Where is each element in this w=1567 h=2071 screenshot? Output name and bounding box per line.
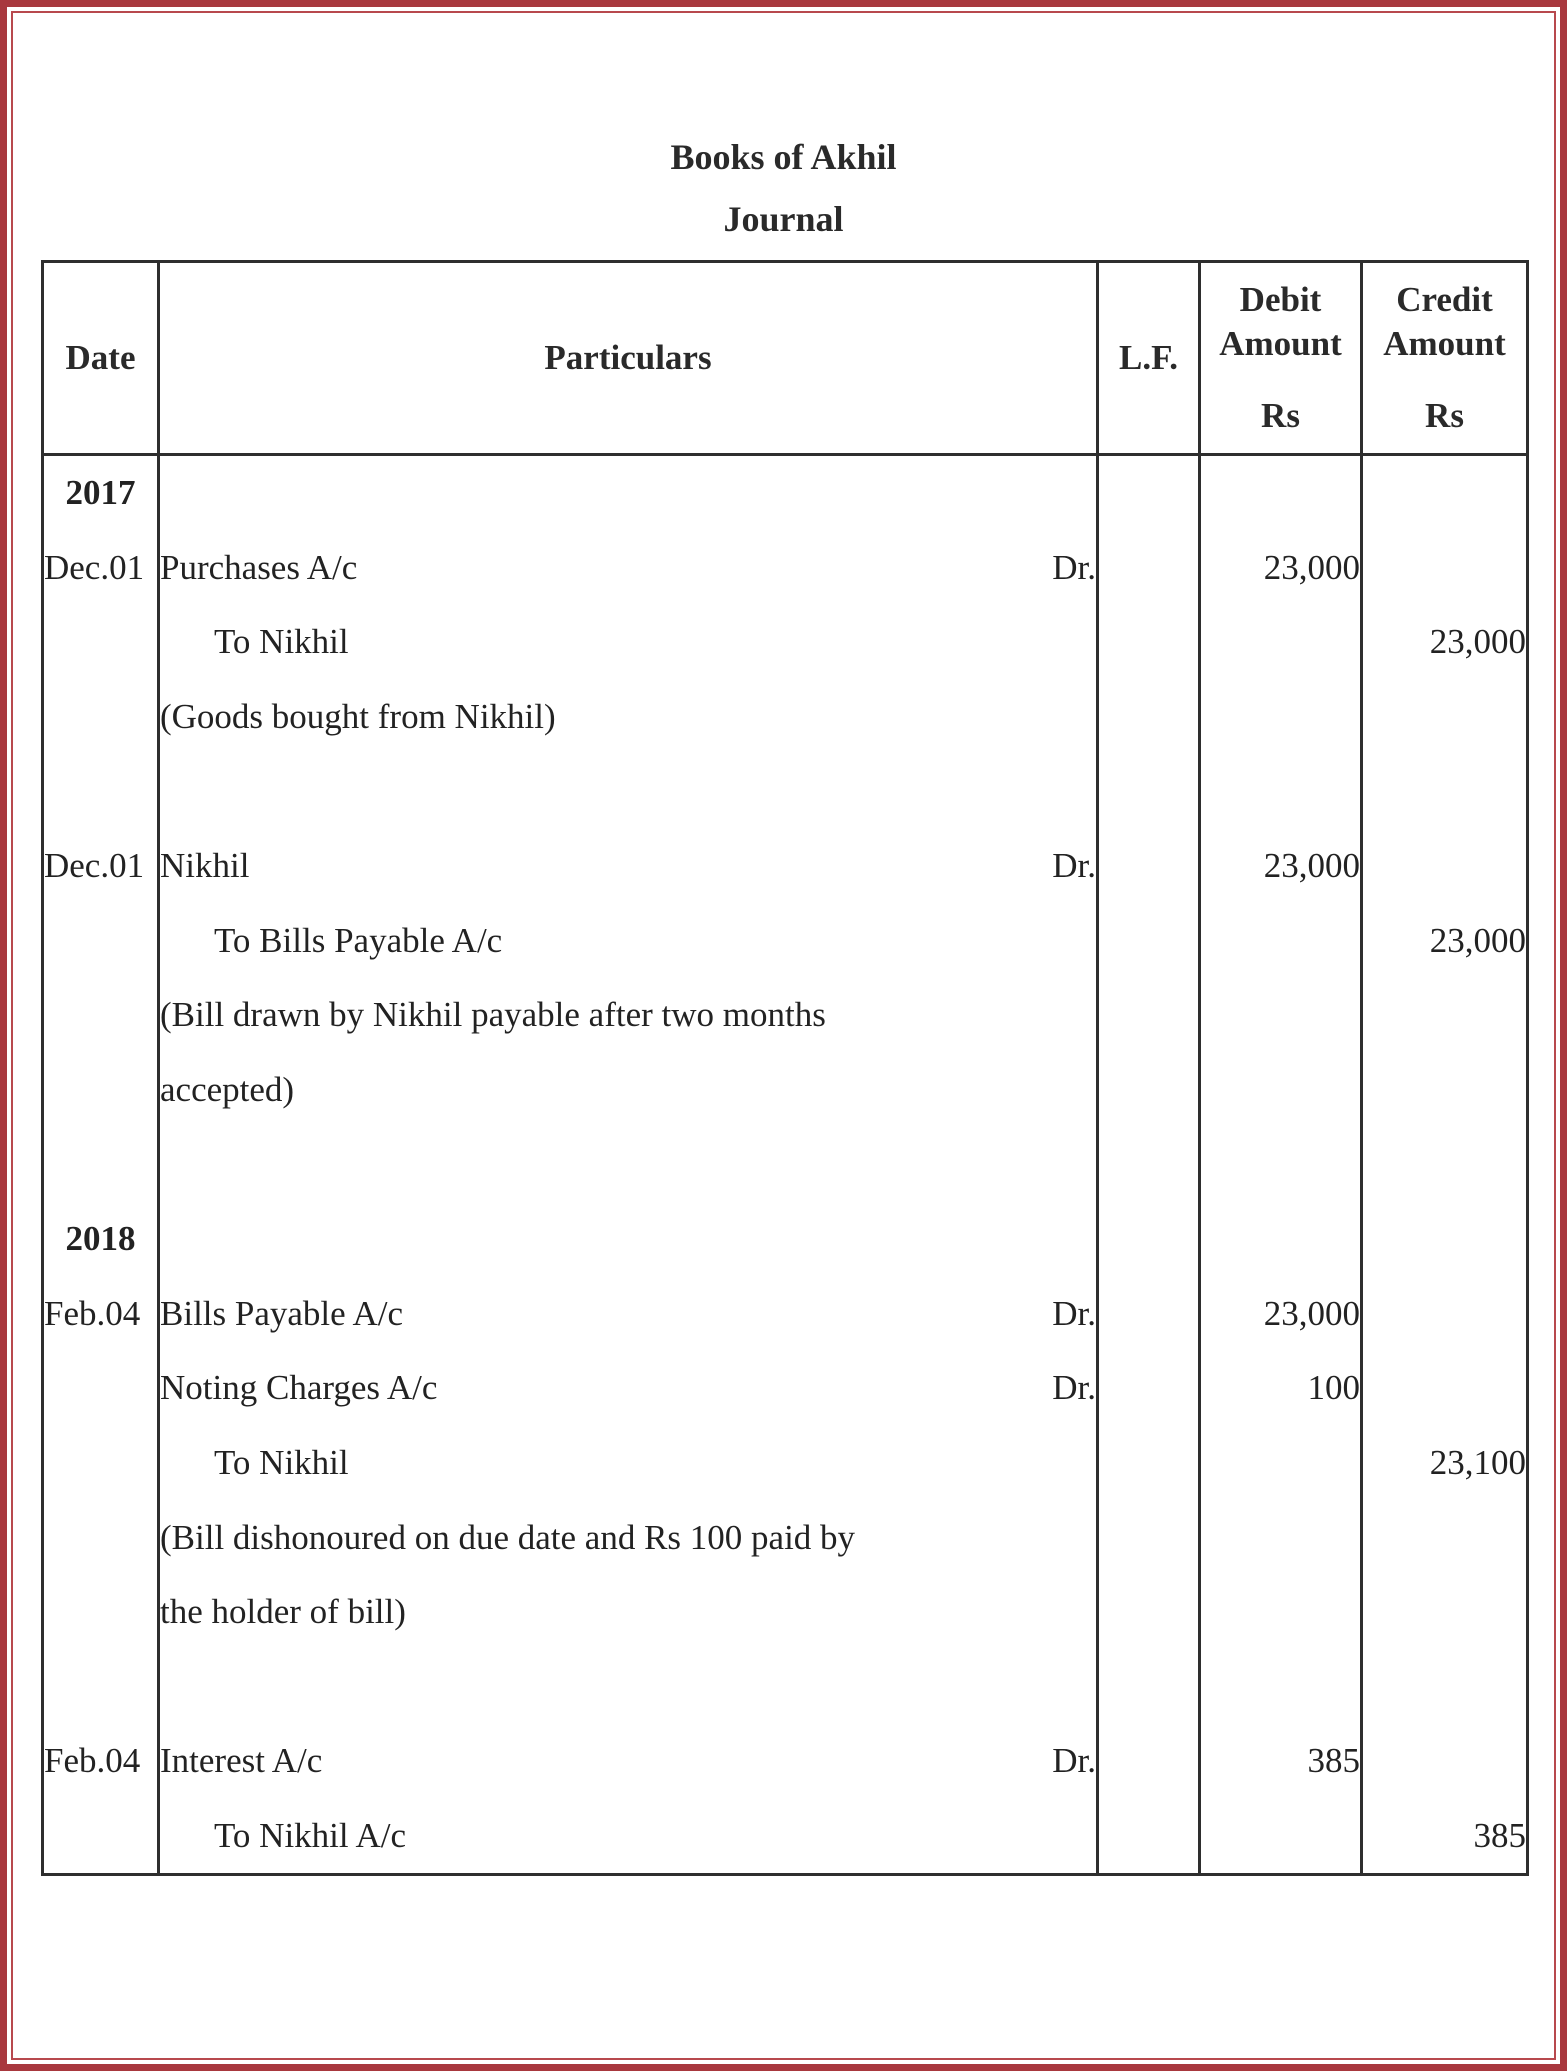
- lf-cell: [1098, 1799, 1200, 1875]
- table-row: [43, 455, 1528, 531]
- particulars-text: Noting Charges A/c: [160, 1368, 438, 1408]
- particulars-text: (Goods bought from Nikhil): [160, 697, 556, 737]
- debit-amount-cell: [1200, 1799, 1362, 1875]
- credit-amount-cell: 23,000: [1362, 605, 1528, 680]
- lf-cell: [1098, 1500, 1200, 1575]
- particulars-text: Purchases A/c: [160, 547, 358, 587]
- particulars-cell: [159, 1127, 1098, 1202]
- credit-amount-cell: [1362, 754, 1528, 829]
- column-header-date: Date: [43, 262, 159, 455]
- table-row: [43, 1724, 1528, 1799]
- particulars-text: To Nikhil: [214, 1443, 349, 1483]
- table-row: [43, 904, 1528, 979]
- column-header-credit: Credit Amount Rs: [1362, 262, 1528, 455]
- lf-cell: [1098, 1127, 1200, 1202]
- credit-amount-cell: [1362, 680, 1528, 755]
- date-cell: [43, 1426, 159, 1501]
- journal-subtitle: Journal: [723, 199, 844, 239]
- table-row: [43, 680, 1528, 755]
- particulars-text: To Nikhil: [214, 622, 349, 662]
- column-header-debit: Debit Amount Rs: [1200, 262, 1362, 455]
- debit-amount-cell: 23,000: [1200, 829, 1362, 904]
- credit-amount-cell: [1362, 455, 1528, 531]
- table-row: [43, 1500, 1528, 1575]
- table-row: [43, 1799, 1528, 1875]
- debit-marker: Dr.: [1052, 1741, 1096, 1781]
- particulars-cell: [159, 829, 1098, 904]
- debit-amount-cell: [1200, 1575, 1362, 1650]
- lf-cell: [1098, 754, 1200, 829]
- debit-amount-cell: [1200, 455, 1362, 531]
- date-cell: [43, 904, 159, 979]
- credit-amount-cell: [1362, 1724, 1528, 1799]
- debit-amount-cell: [1200, 605, 1362, 680]
- table-row: [43, 978, 1528, 1053]
- credit-amount-cell: [1362, 1277, 1528, 1352]
- debit-marker: Dr.: [1052, 1368, 1096, 1408]
- particulars-cell: [159, 531, 1098, 606]
- lf-cell: [1098, 531, 1200, 606]
- particulars-cell: [159, 1575, 1098, 1650]
- credit-amount-cell: [1362, 1575, 1528, 1650]
- particulars-cell: [159, 1426, 1098, 1501]
- debit-marker: Dr.: [1052, 1293, 1096, 1333]
- credit-amount-cell: 385: [1362, 1799, 1528, 1875]
- credit-amount-cell: [1362, 1127, 1528, 1202]
- lf-cell: [1098, 904, 1200, 979]
- particulars-cell: [159, 455, 1098, 531]
- date-cell: [43, 1575, 159, 1650]
- particulars-text: accepted): [160, 1070, 295, 1110]
- table-row: [43, 754, 1528, 829]
- debit-amount-cell: [1200, 1500, 1362, 1575]
- particulars-cell: [159, 605, 1098, 680]
- debit-amount-cell: 23,000: [1200, 531, 1362, 606]
- credit-amount-cell: [1362, 978, 1528, 1053]
- particulars-text: To Bills Payable A/c: [214, 920, 503, 960]
- particulars-text: Interest A/c: [160, 1741, 323, 1781]
- table-row: [43, 1202, 1528, 1277]
- debit-amount-cell: [1200, 978, 1362, 1053]
- debit-amount-cell: [1200, 1650, 1362, 1725]
- debit-amount-cell: [1200, 1202, 1362, 1277]
- lf-cell: [1098, 680, 1200, 755]
- credit-amount-cell: [1362, 829, 1528, 904]
- lf-cell: [1098, 1724, 1200, 1799]
- date-cell: Dec.01: [43, 531, 159, 606]
- date-cell: [43, 1053, 159, 1128]
- date-cell: [43, 1500, 159, 1575]
- particulars-text: Bills Payable A/c: [160, 1293, 404, 1333]
- particulars-text: the holder of bill): [160, 1592, 406, 1632]
- particulars-cell: [159, 1724, 1098, 1799]
- particulars-cell: [159, 680, 1098, 755]
- lf-cell: [1098, 1053, 1200, 1128]
- lf-cell: [1098, 1575, 1200, 1650]
- table-row: [43, 1426, 1528, 1501]
- table-row: [43, 1053, 1528, 1128]
- credit-amount-cell: [1362, 1650, 1528, 1725]
- particulars-cell: [159, 904, 1098, 979]
- date-cell: Feb.04: [43, 1277, 159, 1352]
- particulars-cell: [159, 1351, 1098, 1426]
- debit-amount-cell: [1200, 904, 1362, 979]
- journal-table: [41, 260, 1529, 1876]
- table-row: [43, 1127, 1528, 1202]
- particulars-text: Nikhil: [160, 846, 250, 886]
- table-row: [43, 1351, 1528, 1426]
- debit-amount-cell: [1200, 1127, 1362, 1202]
- lf-cell: [1098, 978, 1200, 1053]
- journal-body: [43, 455, 1528, 1875]
- particulars-cell: [159, 1277, 1098, 1352]
- date-cell: Feb.04: [43, 1724, 159, 1799]
- credit-amount-cell: [1362, 531, 1528, 606]
- year-cell: 2018: [43, 1202, 159, 1277]
- lf-cell: [1098, 1426, 1200, 1501]
- table-row: [43, 1650, 1528, 1725]
- debit-amount-cell: [1200, 1053, 1362, 1128]
- lf-cell: [1098, 605, 1200, 680]
- credit-amount-cell: [1362, 1202, 1528, 1277]
- debit-marker: Dr.: [1052, 846, 1096, 886]
- particulars-cell: [159, 978, 1098, 1053]
- debit-amount-cell: 23,000: [1200, 1277, 1362, 1352]
- particulars-cell: [159, 1500, 1098, 1575]
- particulars-text: To Nikhil A/c: [214, 1815, 406, 1855]
- table-row: [43, 1277, 1528, 1352]
- credit-amount-cell: [1362, 1053, 1528, 1128]
- date-cell: [43, 680, 159, 755]
- credit-amount-cell: 23,000: [1362, 904, 1528, 979]
- column-header-lf: L.F.: [1098, 262, 1200, 455]
- debit-amount-cell: 100: [1200, 1351, 1362, 1426]
- date-cell: [43, 1127, 159, 1202]
- particulars-text: (Bill drawn by Nikhil payable after two months: [160, 995, 826, 1035]
- debit-amount-cell: 385: [1200, 1724, 1362, 1799]
- lf-cell: [1098, 829, 1200, 904]
- table-row: [43, 531, 1528, 606]
- date-cell: Dec.01: [43, 829, 159, 904]
- credit-amount-cell: [1362, 1351, 1528, 1426]
- debit-amount-cell: [1200, 680, 1362, 755]
- particulars-cell: [159, 1650, 1098, 1725]
- lf-cell: [1098, 1202, 1200, 1277]
- table-row: [43, 605, 1528, 680]
- credit-amount-cell: 23,100: [1362, 1426, 1528, 1501]
- column-header-particulars: Particulars: [159, 262, 1098, 455]
- credit-amount-cell: [1362, 1500, 1528, 1575]
- date-cell: [43, 1650, 159, 1725]
- particulars-cell: [159, 1053, 1098, 1128]
- debit-amount-cell: [1200, 754, 1362, 829]
- lf-cell: [1098, 1650, 1200, 1725]
- debit-amount-cell: [1200, 1426, 1362, 1501]
- debit-marker: Dr.: [1052, 547, 1096, 587]
- table-row: [43, 829, 1528, 904]
- particulars-cell: [159, 754, 1098, 829]
- date-cell: [43, 1799, 159, 1875]
- table-row: [43, 1575, 1528, 1650]
- ledger-title: Books of Akhil: [670, 137, 897, 177]
- particulars-text: (Bill dishonoured on due date and Rs 100 paid by: [160, 1517, 856, 1557]
- lf-cell: [1098, 1277, 1200, 1352]
- year-cell: 2017: [43, 455, 159, 531]
- date-cell: [43, 605, 159, 680]
- particulars-cell: [159, 1202, 1098, 1277]
- date-cell: [43, 754, 159, 829]
- journal-header-row: [43, 262, 1528, 455]
- particulars-cell: [159, 1799, 1098, 1875]
- lf-cell: [1098, 1351, 1200, 1426]
- date-cell: [43, 1351, 159, 1426]
- lf-cell: [1098, 455, 1200, 531]
- date-cell: [43, 978, 159, 1053]
